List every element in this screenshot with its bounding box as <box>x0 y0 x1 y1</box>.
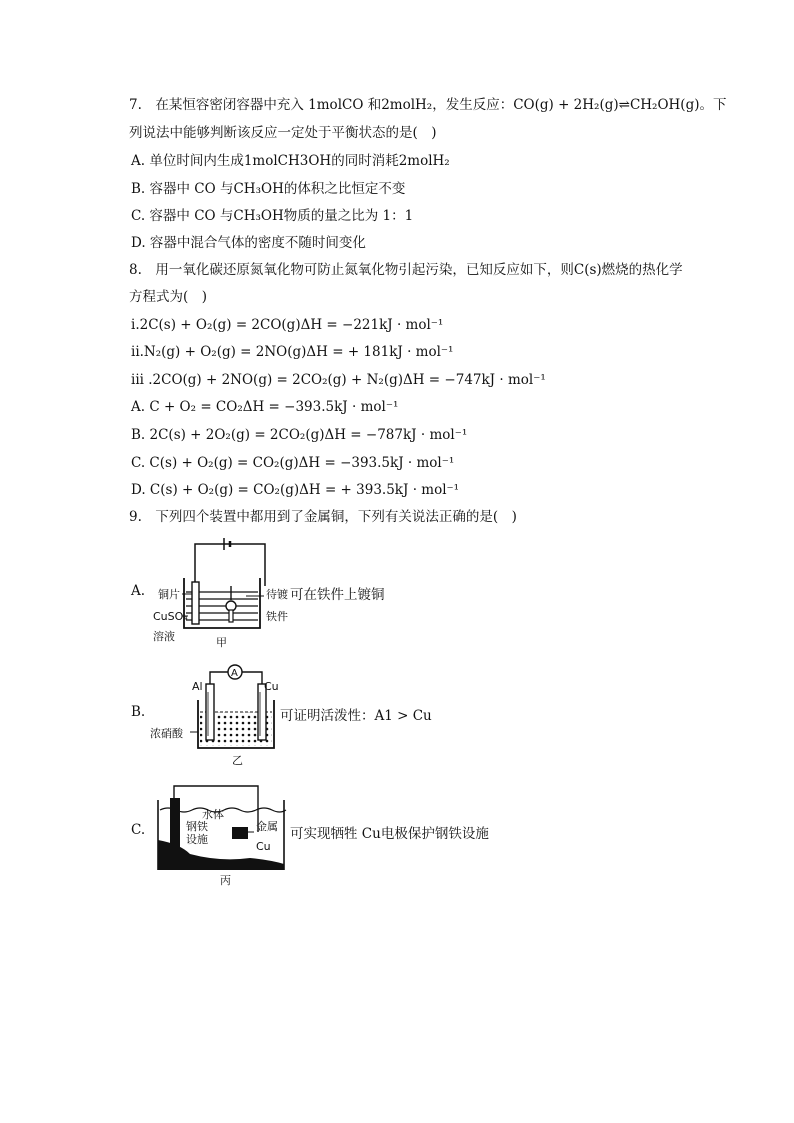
label-water-body: 水体 <box>202 808 224 821</box>
q8-option-b: B. 2C(s) + 2O₂(g) = 2CO₂(g)ΔH = −787kJ · mol⁻¹ <box>131 427 468 443</box>
galvanic-cell-diagram <box>150 660 290 770</box>
label-iron-piece: 铁件 <box>266 610 288 623</box>
q8-stem-line2: 方程式为( ) <box>129 289 208 305</box>
sacrificial-anode-diagram <box>150 780 290 888</box>
label-cuso4: CuSO₄ <box>153 610 188 623</box>
q7-option-c: C. 容器中 CO 与CH₃OH物质的量之比为 1：1 <box>131 208 414 224</box>
caption-bing: 丙 <box>220 874 231 887</box>
label-ammeter: A <box>231 668 238 679</box>
q7-option-a: A. 单位时间内生成1molCH3OH的同时消耗2molH₂ <box>131 153 450 169</box>
label-facility: 设施 <box>186 833 208 846</box>
q7-option-d: D. 容器中混合气体的密度不随时间变化 <box>131 235 366 251</box>
q8-reaction-i: i.2C(s) + O₂(g) = 2CO(g)ΔH = −221kJ · mol⁻¹ <box>131 317 444 333</box>
label-to-be-plated: 待镀 <box>266 588 288 601</box>
q8-option-c: C. C(s) + O₂(g) = CO₂(g)ΔH = −393.5kJ · mol⁻¹ <box>131 455 455 471</box>
electroplating-diagram <box>150 536 290 648</box>
label-al: Al <box>192 680 203 693</box>
q9-option-c-desc: 可实现牺牲 Cu电极保护钢铁设施 <box>290 826 489 842</box>
q9-option-b-label: B. <box>131 704 146 720</box>
caption-yi: 乙 <box>232 754 243 767</box>
label-metal: 金属 <box>256 820 278 833</box>
caption-jia: 甲 <box>216 636 227 648</box>
label-steel: 钢铁 <box>186 820 208 833</box>
q8-reaction-iii: iii .2CO(g) + 2NO(g) = 2CO₂(g) + N₂(g)ΔH = −747kJ · mol⁻¹ <box>131 372 546 388</box>
label-conc-nitric-acid: 浓硝酸 <box>150 727 183 740</box>
q8-stem-line1: 8. 用一氧化碳还原氮氧化物可防止氮氧化物引起污染，已知反应如下，则C(s)燃烧的热化学 <box>129 262 683 278</box>
q9-option-a-label: A. <box>131 583 146 599</box>
q7-stem-line1: 7. 在某恒容密闭容器中充入 1molCO 和2molH₂，发生反应：CO(g) + 2H₂(g)⇌CH₂OH(g)。下 <box>129 97 727 113</box>
label-metal-cu: Cu <box>256 840 271 853</box>
q9-stem: 9. 下列四个装置中都用到了金属铜，下列有关说法正确的是( ) <box>129 509 517 525</box>
label-solution: 溶液 <box>153 630 175 643</box>
label-cu: Cu <box>264 680 279 693</box>
q9-option-c-label: C. <box>131 822 146 838</box>
q9-option-a-desc: 可在铁件上镀铜 <box>290 587 385 603</box>
q7-option-b: B. 容器中 CO 与CH₃OH的体积之比恒定不变 <box>131 181 406 197</box>
q8-reaction-ii: ii.N₂(g) + O₂(g) = 2NO(g)ΔH = + 181kJ · mol⁻¹ <box>131 344 454 360</box>
label-copper-sheet: 铜片 <box>158 588 180 601</box>
q8-option-d: D. C(s) + O₂(g) = CO₂(g)ΔH = + 393.5kJ · mol⁻¹ <box>131 482 460 498</box>
q8-option-a: A. C + O₂ = CO₂ΔH = −393.5kJ · mol⁻¹ <box>131 399 399 415</box>
q9-option-b-desc: 可证明活泼性：A1 > Cu <box>280 708 432 724</box>
q7-stem-line2: 列说法中能够判断该反应一定处于平衡状态的是( ) <box>129 125 437 141</box>
